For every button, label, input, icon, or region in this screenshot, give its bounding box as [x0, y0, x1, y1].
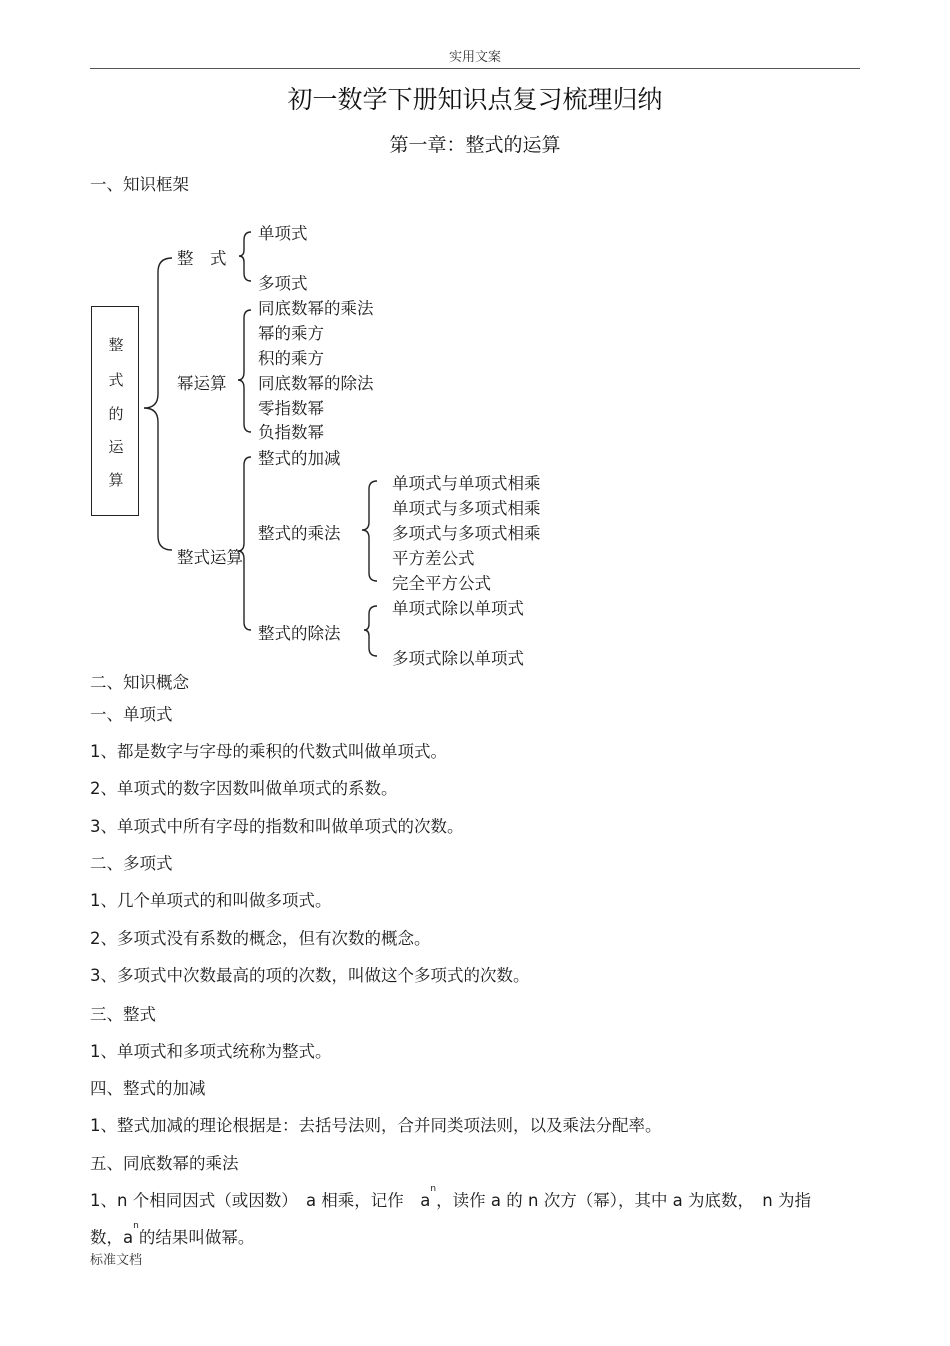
root-char: 的	[108, 405, 124, 423]
exponent: n	[430, 1184, 437, 1194]
concept-line	[90, 1184, 860, 1211]
branch-zhengshi: 整 式	[177, 249, 227, 268]
concept-line: 2、多项式没有系数的概念，但有次数的概念。	[90, 929, 431, 948]
concept-line: 1、几个单项式的和叫做多项式。	[90, 891, 332, 910]
mul-brace	[362, 481, 377, 581]
div-brace	[364, 606, 377, 656]
section-title: 三、整式	[90, 1005, 156, 1024]
text-part: 1、n 个相同因式（或因数） a 相乘，记作 a	[90, 1191, 431, 1210]
leaf-mul-item: 单项式与单项式相乘	[392, 474, 541, 493]
leaf-mul-item: 平方差公式	[392, 549, 475, 568]
root-brace	[144, 258, 172, 550]
section-title: 一、单项式	[90, 705, 173, 724]
document-title: 初一数学下册知识点复习梳理归纳	[287, 85, 663, 114]
leaf-div-item: 单项式除以单项式	[392, 599, 524, 618]
concept-line: 3、单项式中所有字母的指数和叫做单项式的次数。	[90, 817, 464, 836]
text-part: ，读作 a 的 n 次方（幂），其中 a 为底数， n 为指	[436, 1191, 811, 1210]
root-char: 整	[108, 336, 124, 354]
chapter-title: 第一章：整式的运算	[389, 134, 561, 156]
leaf-mi-item: 幂的乘方	[258, 324, 324, 343]
page-header: 实用文案	[448, 50, 501, 65]
root-char: 式	[108, 371, 124, 389]
zhengshi-brace	[239, 232, 251, 281]
framework-heading: 一、知识框架	[90, 175, 189, 194]
root-box	[91, 306, 139, 516]
leaf-mi-item: 同底数幂的乘法	[258, 299, 374, 318]
concept-line: 3、多项式中次数最高的项的次数，叫做这个多项式的次数。	[90, 966, 530, 985]
concept-line: 1、单项式和多项式统称为整式。	[90, 1042, 332, 1061]
concept-line: 1、整式加减的理论根据是：去括号法则，合并同类项法则，以及乘法分配率。	[90, 1116, 662, 1135]
branch-miyunsuan: 幂运算	[177, 374, 227, 393]
leaf-duoxiangshi: 多项式	[258, 274, 308, 293]
text-part: 数，a	[90, 1228, 134, 1247]
leaf-div-item: 多项式除以单项式	[392, 649, 524, 668]
concept-line: 1、都是数字与字母的乘积的代数式叫做单项式。	[90, 742, 447, 761]
leaf-mi-item: 同底数幂的除法	[258, 374, 374, 393]
leaf-mi-item: 零指数幂	[258, 399, 324, 418]
concepts-heading: 二、知识概念	[90, 673, 189, 692]
page-footer: 标准文档	[90, 1253, 143, 1268]
root-char: 运	[108, 438, 124, 456]
leaf-mul-item: 多项式与多项式相乘	[392, 524, 541, 543]
root-char: 算	[108, 471, 124, 489]
text-part: 的结果叫做幂。	[138, 1228, 255, 1247]
leaf-chufa: 整式的除法	[258, 624, 341, 643]
leaf-danxiangshi: 单项式	[258, 224, 308, 243]
leaf-chengfa: 整式的乘法	[258, 524, 341, 543]
exponent: n	[133, 1221, 139, 1231]
concept-line: 2、单项式的数字因数叫做单项式的系数。	[90, 779, 398, 798]
section-title: 五、同底数幂的乘法	[90, 1154, 239, 1173]
leaf-mul-item: 完全平方公式	[392, 574, 491, 593]
leaf-jiajian: 整式的加减	[258, 449, 341, 468]
leaf-mi-item: 积的乘方	[258, 349, 324, 368]
leaf-mul-item: 单项式与多项式相乘	[392, 499, 541, 518]
concept-line	[90, 1221, 255, 1248]
branch-zhengshiyunsuan: 整式运算	[177, 548, 243, 567]
section-title: 二、多项式	[90, 854, 173, 873]
leaf-mi-item: 负指数幂	[258, 423, 324, 442]
section-title: 四、整式的加减	[90, 1079, 206, 1098]
mi-brace	[238, 310, 251, 432]
